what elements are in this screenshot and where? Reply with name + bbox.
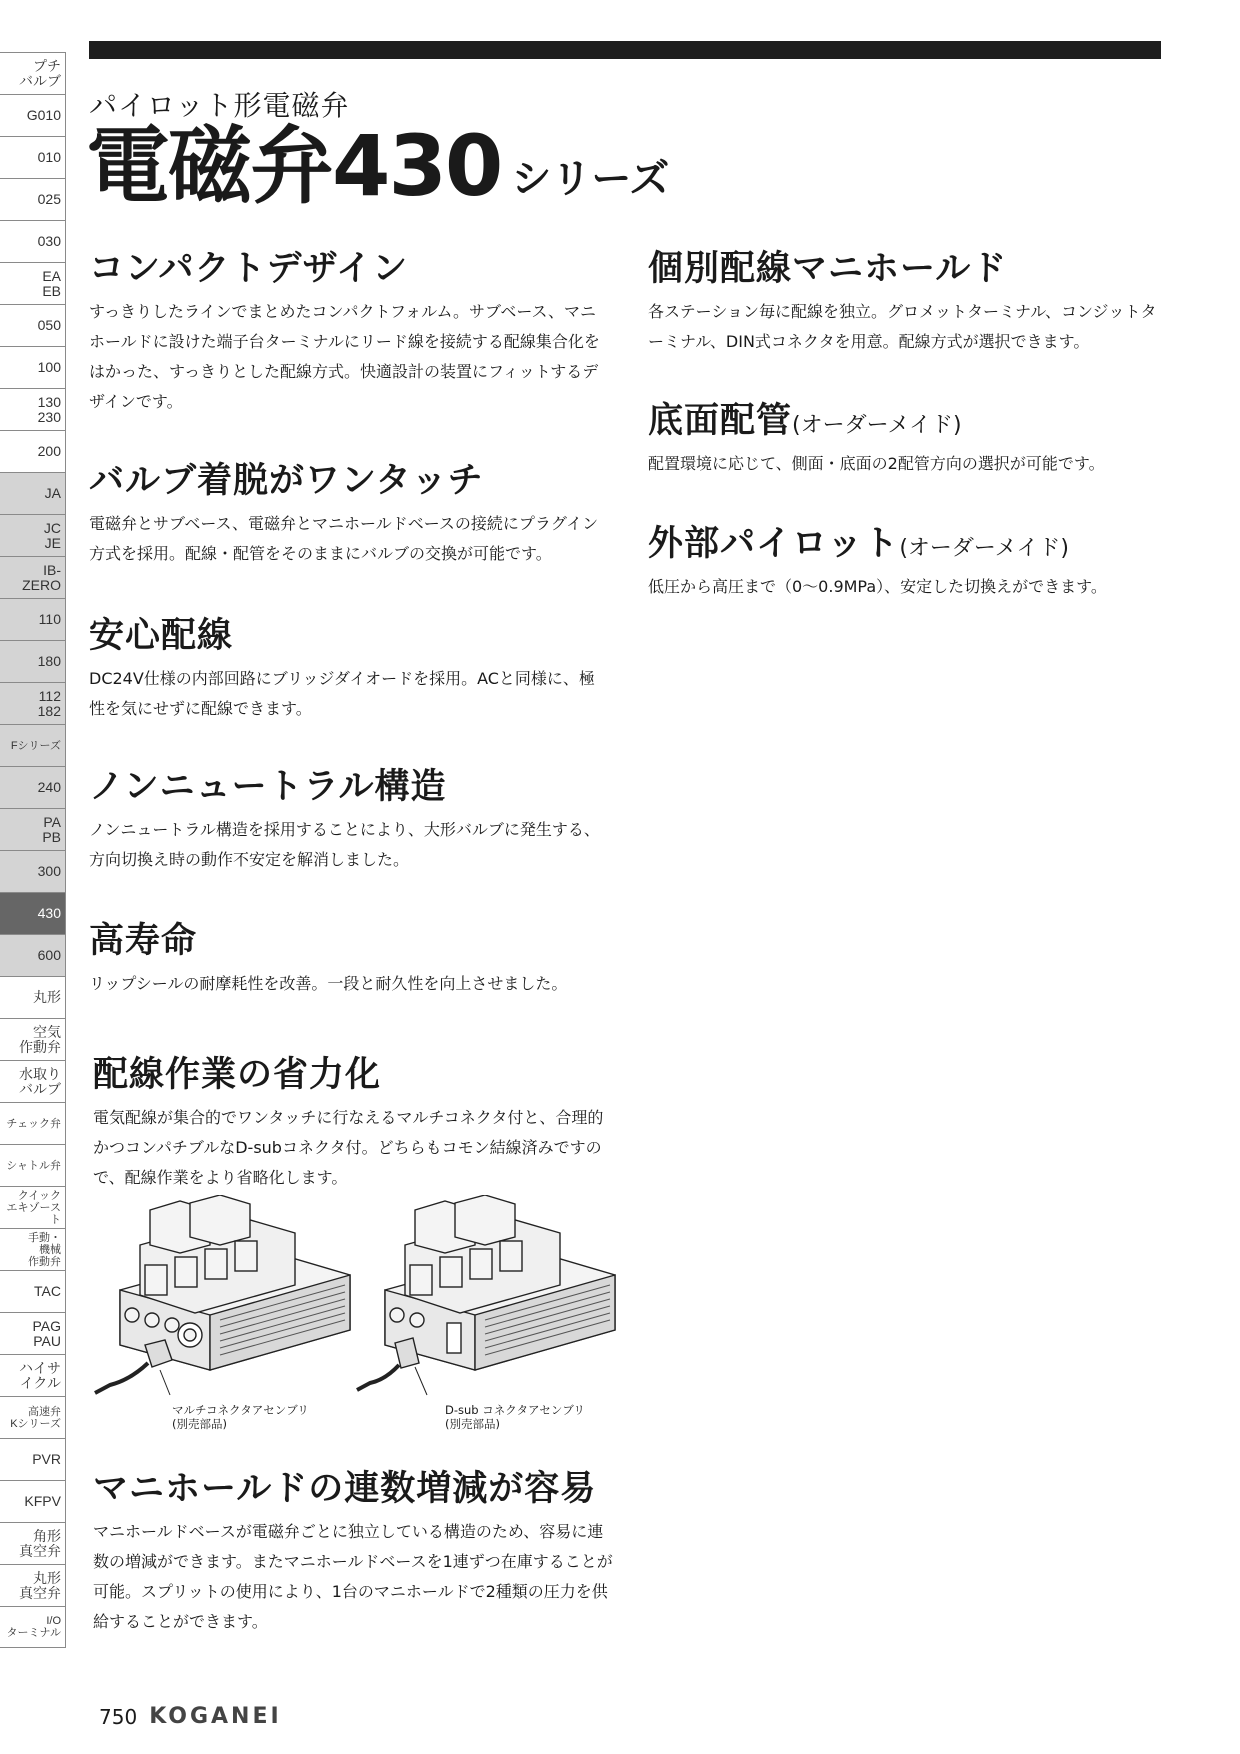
sidebar-tab[interactable]: 600	[0, 934, 66, 976]
page-title-series: シリーズ	[511, 156, 670, 202]
sidebar-tab[interactable]: TAC	[0, 1270, 66, 1312]
sidebar-tab[interactable]: 水取り バルブ	[0, 1060, 66, 1102]
sidebar-tab[interactable]: EA EB	[0, 262, 66, 304]
page-title	[86, 117, 670, 215]
page-subtitle: パイロット形電磁弁	[89, 89, 350, 122]
sidebar-tab[interactable]: ハイサ イクル	[0, 1354, 66, 1396]
caption-label: D-sub コネクタアセンブリ	[445, 1403, 585, 1417]
feature-title	[648, 525, 1168, 564]
page-title-main: 電磁弁430	[86, 117, 502, 215]
feature-compact	[89, 250, 609, 417]
feature-nonneutral	[89, 768, 609, 875]
header-bar	[89, 41, 1161, 59]
sidebar-tab[interactable]: JA	[0, 472, 66, 514]
sidebar-tab[interactable]: JC JE	[0, 514, 66, 556]
feature-title-text: 外部パイロット	[648, 524, 900, 564]
sidebar-tab[interactable]: KFPV	[0, 1480, 66, 1522]
sidebar-tab[interactable]: PA PB	[0, 808, 66, 850]
caption-label: マルチコネクタアセンブリ	[172, 1403, 309, 1417]
sidebar-tab[interactable]: G010	[0, 94, 66, 136]
sidebar-tab[interactable]: 025	[0, 178, 66, 220]
series-index-tabs	[0, 52, 66, 1648]
sidebar-tab[interactable]: 240	[0, 766, 66, 808]
sidebar-tab[interactable]: Fシリーズ	[0, 724, 66, 766]
sidebar-tab[interactable]: 130 230	[0, 388, 66, 430]
sidebar-tab[interactable]: 丸形 真空弁	[0, 1564, 66, 1606]
multi-connector-caption	[172, 1403, 309, 1431]
sidebar-tab[interactable]: I/O ターミナル	[0, 1606, 66, 1648]
caption-sub: (別売部品)	[445, 1417, 500, 1431]
sidebar-tab[interactable]: プチ バルブ	[0, 52, 66, 94]
sidebar-tab[interactable]: 角形 真空弁	[0, 1522, 66, 1564]
dsub-connector-caption	[445, 1403, 585, 1431]
feature-individual	[648, 250, 1168, 357]
feature-text: 電磁弁とサブベース、電磁弁とマニホールドベースの接続にプラグイン方式を採用。配線・配管をそのままにバルブの交換が可能です。	[89, 513, 599, 563]
sidebar-tab[interactable]: PVR	[0, 1438, 66, 1480]
dsub-connector-manifold-illustration	[355, 1195, 620, 1435]
sidebar-tab[interactable]: シャトル弁	[0, 1144, 66, 1186]
multi-connector-manifold-illustration	[90, 1195, 355, 1435]
sidebar-tab[interactable]: 030	[0, 220, 66, 262]
feature-external-pilot	[648, 525, 1168, 602]
feature-title: ノンニュートラル構造	[89, 767, 447, 807]
sidebar-tab[interactable]: 高速弁 Kシリーズ	[0, 1396, 66, 1438]
sidebar-tab[interactable]: 430	[0, 892, 66, 934]
feature-title-note: (オーダーメイド)	[792, 413, 962, 438]
feature-text: すっきりしたラインでまとめたコンパクトフォルム。サブベース、マニホールドに設けた端子台ターミナルにリード線を接続する配線集合化をはかった、すっきりとした配線方式。快適設計の装置にフィットするデザインです。	[89, 301, 600, 411]
sidebar-tab[interactable]: 200	[0, 430, 66, 472]
feature-title: 個別配線マニホールド	[648, 249, 1008, 289]
caption-sub: (別売部品)	[172, 1417, 227, 1431]
feature-title: 配線作業の省力化	[93, 1055, 382, 1095]
page-footer	[99, 1704, 282, 1729]
feature-stations	[93, 1470, 613, 1637]
feature-text: ノンニュートラル構造を採用することにより、大形バルブに発生する、方向切換え時の動作不安定を解消しました。	[89, 819, 600, 869]
sidebar-tab[interactable]: 112 182	[0, 682, 66, 724]
brand-logo: KOGANEI	[149, 1704, 282, 1729]
sidebar-tab[interactable]: 100	[0, 346, 66, 388]
feature-title-text: 底面配管	[648, 401, 793, 441]
sidebar-tab[interactable]: クイック エキゾースト	[0, 1186, 66, 1228]
feature-title-note: (オーダーメイド)	[899, 536, 1069, 561]
feature-laborsave	[93, 1056, 613, 1193]
feature-text: マニホールドベースが電磁弁ごとに独立している構造のため、容易に連数の増減ができます。またマニホールドベースを1連ずつ在庫することが可能。スプリットの使用により、1台のマニホールドで2種類の圧力を供給することができます。	[93, 1521, 613, 1631]
sidebar-tab[interactable]: 010	[0, 136, 66, 178]
sidebar-tab[interactable]: チェック弁	[0, 1102, 66, 1144]
feature-text: 電気配線が集合的でワンタッチに行なえるマルチコネクタ付と、合理的かつコンパチブルなD-subコネクタ付。どちらもコモン結線済みですので、配線作業をより省略化します。	[93, 1107, 604, 1187]
feature-title: バルブ着脱がワンタッチ	[89, 461, 484, 501]
sidebar-tab[interactable]: IB- ZERO	[0, 556, 66, 598]
feature-text: 低圧から高圧まで（0〜0.9MPa）、安定した切換えができます。	[648, 576, 1107, 596]
feature-title: マニホールドの連数増減が容易	[93, 1469, 597, 1509]
sidebar-tab[interactable]: 300	[0, 850, 66, 892]
feature-text: DC24V仕様の内部回路にブリッジダイオードを採用。ACと同様に、極性を気にせずに配線できます。	[89, 668, 595, 718]
feature-title: 高寿命	[89, 921, 198, 961]
feature-wiring	[89, 617, 609, 724]
feature-longlife	[89, 922, 609, 999]
sidebar-tab[interactable]: 手動・ 機械 作動弁	[0, 1228, 66, 1270]
feature-title: 安心配線	[89, 616, 234, 656]
sidebar-tab[interactable]: PAG PAU	[0, 1312, 66, 1354]
sidebar-tab[interactable]: 丸形	[0, 976, 66, 1018]
sidebar-tab[interactable]: 180	[0, 640, 66, 682]
feature-onetouch	[89, 462, 609, 569]
sidebar-tab[interactable]: 050	[0, 304, 66, 346]
page-number: 750	[99, 1704, 138, 1729]
feature-bottom-piping	[648, 402, 1168, 479]
feature-title	[648, 402, 1168, 441]
sidebar-tab[interactable]: 空気 作動弁	[0, 1018, 66, 1060]
feature-text: 各ステーション毎に配線を独立。グロメットターミナル、コンジットターミナル、DIN式コネクタを用意。配線方式が選択できます。	[648, 301, 1157, 351]
sidebar-tab[interactable]: 110	[0, 598, 66, 640]
feature-text: リップシールの耐摩耗性を改善。一段と耐久性を向上させました。	[89, 973, 568, 993]
feature-text: 配置環境に応じて、側面・底面の2配管方向の選択が可能です。	[648, 453, 1105, 473]
feature-title: コンパクトデザイン	[89, 249, 409, 289]
